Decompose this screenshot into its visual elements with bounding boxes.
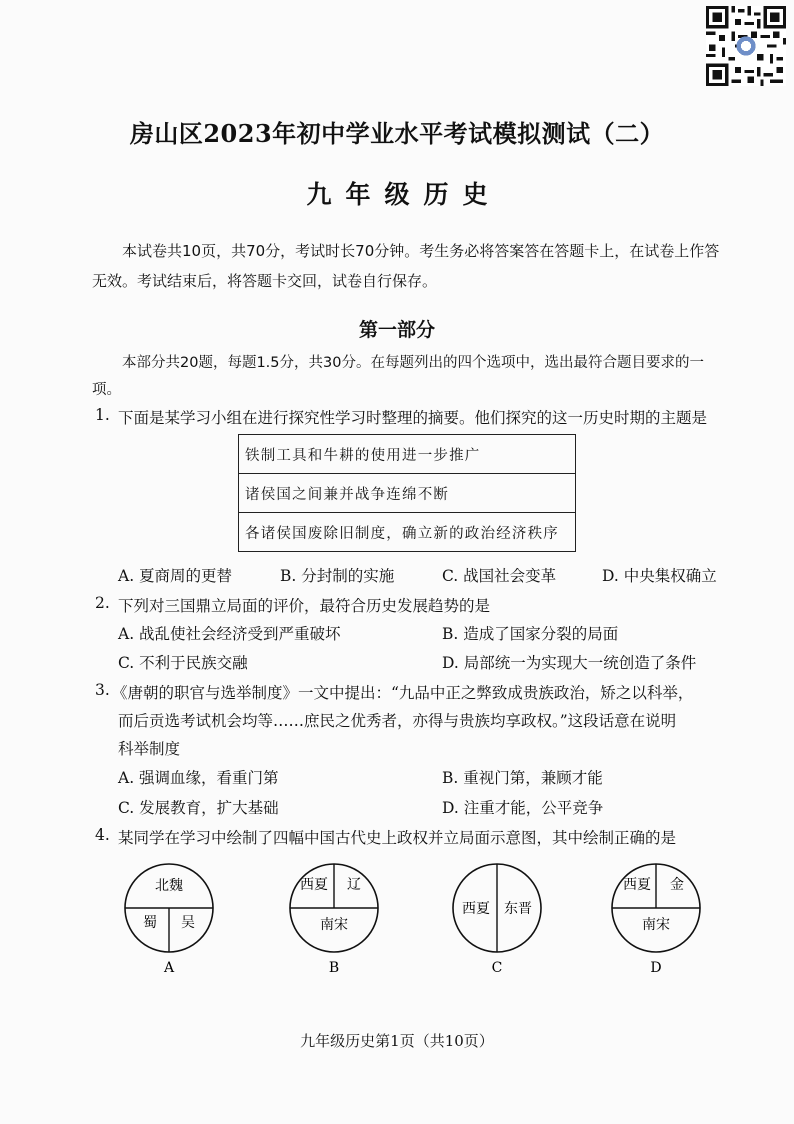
exam-instructions: 本试卷共10页，共70分，考试时长70分钟。考生务必将答案答在答题卡上，在试卷上作答无效。考试结束后，将答题卡交回，试卷自行保存。 [92,242,720,290]
region-label: 西夏 [462,901,490,917]
exam-subtitle: 九年级历史 [306,180,502,209]
answer-option: D. 局部统一为实现大一统创造了条件 [442,654,697,672]
answer-option: B. 重视门第，兼顾才能 [442,769,603,787]
region-label: 南宋 [320,917,348,933]
answer-option: D. 中央集权确立 [602,567,717,585]
table-cell: 铁制工具和牛耕的使用进一步推广 [239,435,576,474]
question-stem-line: 《唐朝的职官与选举制度》一文中提出：“九品中正之弊致成贵族政治，矫之以科举， [112,684,694,702]
exam-title: 房山区2023年初中学业水平考试模拟测试（二） [129,119,665,148]
diagram-d [612,864,700,976]
question-number: 1. [95,406,110,424]
question-stem-line: 科举制度 [118,740,181,758]
question-stem-line: 而后贡选考试机会均等……庶民之优秀者，亦得与贵族均享政权。”这段话意在说明 [118,712,677,730]
question-stem: 下面是某学习小组在进行探究性学习时整理的摘要。他们探究的这一历史时期的主题是 [118,409,708,427]
answer-option: D. 注重才能，公平竞争 [442,799,604,817]
region-label: 南宋 [642,917,670,933]
diagram-letter: C [491,960,503,976]
answer-option: C. 发展教育，扩大基础 [118,799,279,817]
summary-table [238,434,576,552]
answer-option: B. 分封制的实施 [280,567,395,585]
diagram-letter: D [650,960,662,976]
region-label: 吴 [181,915,195,931]
regime-diagrams [0,858,794,978]
qr-code-icon [706,6,786,86]
question-number: 4. [95,826,110,844]
region-label: 金 [670,877,684,893]
region-label: 蜀 [143,915,157,931]
table-row [239,474,576,513]
section-instructions: 本部分共20题，每题1.5分，共30分。在每题列出的四个选项中，选出最符合题目要求的一项。 [92,355,704,398]
diagram-b [290,864,378,976]
region-label: 东晋 [504,901,532,917]
region-label: 辽 [347,877,361,893]
diagram-letter: A [163,960,175,976]
answer-option: A. 夏商周的更替 [118,567,233,585]
diagram-a [125,864,213,976]
diagram-c [453,864,541,976]
diagram-letter: B [328,960,340,976]
question-number: 2. [95,594,110,612]
answer-option: B. 造成了国家分裂的局面 [442,625,619,643]
table-row [239,435,576,474]
question-stem: 某同学在学习中绘制了四幅中国古代史上政权并立局面示意图，其中绘制正确的是 [118,829,677,847]
page-footer: 九年级历史第1页（共10页） [300,1032,494,1050]
answer-option: C. 战国社会变革 [442,567,557,585]
table-row [239,513,576,552]
answer-option: C. 不利于民族交融 [118,654,248,672]
region-label: 西夏 [623,877,651,893]
answer-option: A. 强调血缘，看重门第 [118,769,279,787]
region-label: 西夏 [300,877,328,893]
question-stem: 下列对三国鼎立局面的评价，最符合历史发展趋势的是 [118,597,491,615]
answer-option: A. 战乱使社会经济受到严重破坏 [118,625,341,643]
table-cell: 诸侯国之间兼并战争连绵不断 [239,474,576,513]
question-number: 3. [95,681,110,699]
section-title: 第一部分 [358,319,435,341]
table-cell: 各诸侯国废除旧制度，确立新的政治经济秩序 [239,513,576,552]
region-label: 北魏 [155,878,183,894]
